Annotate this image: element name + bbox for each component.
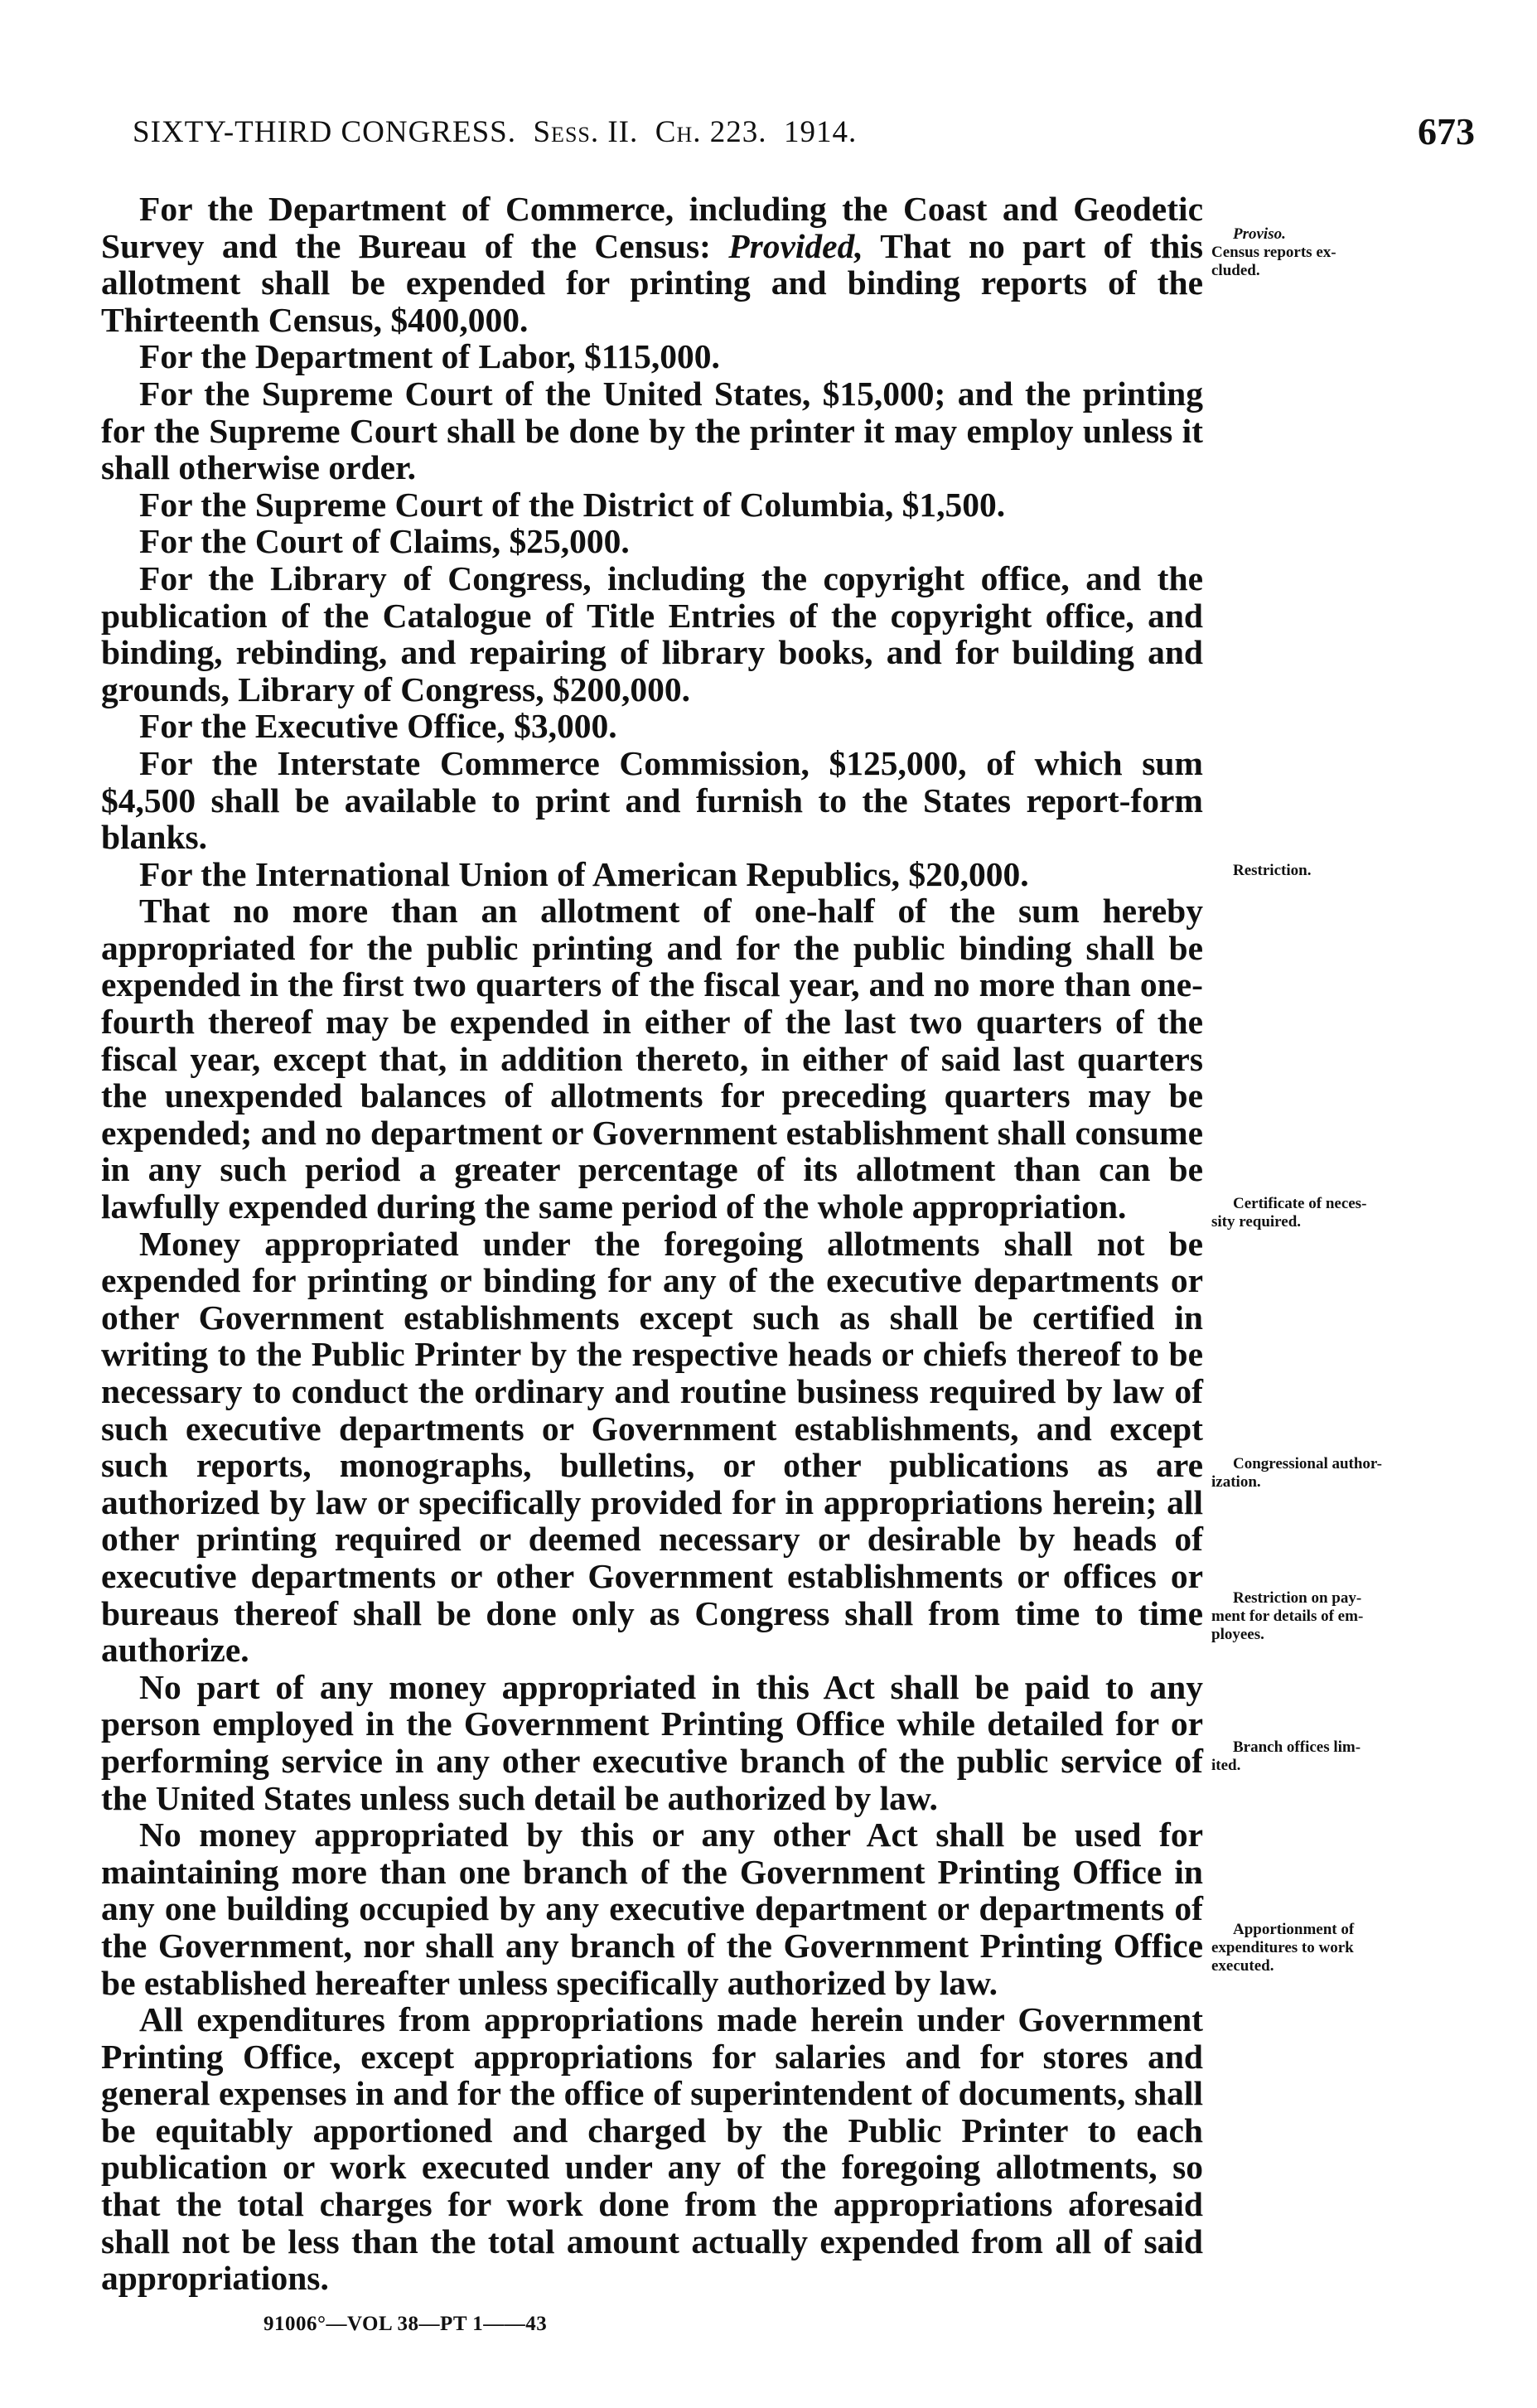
year-label: 1914. [783,115,858,149]
paragraph-branch-offices: No money appropriated by this or any other Act shall be used for maintaining more than one branch of the Government Printing Office in any one building occupied by any executive department or departments of the Government, nor shall any branch of the Government Printing Office be established hereafter unless specifically authorized by law. [101,1816,1203,2002]
margin-note-restriction: Restriction. [1233,862,1312,879]
page-header [133,110,1475,164]
margin-note-branch: Branch offices lim- ited. [1211,1738,1361,1774]
margin-note-apportionment: Apportionment of expenditures to work executed. [1211,1921,1355,1975]
paragraph-labor: For the Department of Labor, $115,000. [139,337,720,376]
paragraph-certificate: Money appropriated under the foregoing allotments shall not be expended for printing or binding for any of the executive departments or other Government establishments except such as shall be certified in writing to the Public Printer by the respective heads or chiefs thereof to be necessary to conduct the ordinary and routine business required by law of such executive departments or Government establishments, and except such reports, monographs, bulletins, or other publications as are authorized by law or specifically provided for in appropriations herein; all other printing required or deemed necessary or desirable by heads of executive departments or other Government establishments or offices or bureaus thereof shall be done only as Congress shall from time to time authorize. [101,1224,1203,1670]
margin-note-proviso: Proviso. Census reports ex- cluded. [1211,225,1336,279]
paragraph-library-of-congress: For the Library of Congress, including the copyright office, and the publication of the Catalogue of Title Entries of the copyright office, and binding, rebinding, and repairing of library books, and for building and grounds, Library of Congress, $200,000. [101,558,1203,708]
paragraph-dc-supreme-court: For the Supreme Court of the District of Columbia, $1,500. [139,485,1006,524]
paragraph-american-republics: For the International Union of American Republics, $20,000. [139,854,1029,893]
running-head [133,114,857,150]
paragraph-court-of-claims: For the Court of Claims, $25,000. [139,522,630,561]
session-label: Sess. II. [533,115,639,149]
congress-title: SIXTY-THIRD CONGRESS. [133,115,516,149]
paragraph-interstate-commerce: For the Interstate Commerce Commission, $125,000, of which sum $4,500 shall be available to print and furnish to the States report-form blanks. [101,743,1203,857]
page-number: 673 [1418,110,1475,152]
chapter-label: Ch. 223. [655,115,767,149]
margin-note-certificate: Certificate of neces- sity required. [1211,1195,1367,1231]
paragraph-apportionment: All expenditures from appropriations made herein under Government Printing Office, except appropriations for salaries and for stores and general expenses in and for the office of superintendent of documents, shall be equitably apportioned and charged by the Public Printer to each publication or work executed under any of the foregoing allotments, so that the total charges for work done from the appropriations aforesaid shall not be less than the total amount actually expended from all of said appropriations. [101,2000,1203,2298]
proviso-italic: Provided, [728,226,863,265]
signature-line: 91006°—VOL 38—PT 1——43 [263,2313,548,2335]
paragraph-restriction: That no more than an allotment of one-half of the sum hereby appropriated for the public printing and for the public binding shall be expended in the first two quarters of the fiscal year, and no more than one-fourth thereof may be expended in either of the last two quarters of the fiscal year, except that, in addition thereto, in either of said last quarters the unexpended balances of allotments for preceding quarters may be expended; and no department or Government establishment shall consume in any such period a greater percentage of its allotment than can be lawfully expended during the same period of the whole appropriation. [101,892,1203,1226]
paragraph-executive-office: For the Executive Office, $3,000. [139,707,617,746]
paragraph-supreme-court: For the Supreme Court of the United States, $15,000; and the printing for the Supreme Court shall be done by the printer it may employ unless it shall otherwise order. [101,374,1203,487]
paragraph-commerce: For the Department of Commerce, including the Coast and Geodetic Survey and the Bureau of the Census: Provided, That no part of this allotment shall be expended for printing and binding reports of the Thirteenth Census, $400,000. [101,190,1203,339]
paragraph-payment-restriction: No part of any money appropriated in this Act shall be paid to any person employed in the Government Printing Office while detailed for or performing service in any other executive branch of the public service of the United States unless such detail be authorized by law. [101,1667,1203,1817]
statute-text [101,191,1203,2297]
margin-note-congressional: Congressional author- ization. [1211,1455,1382,1491]
margin-note-payment: Restriction on pay- ment for details of em- ployees. [1211,1589,1364,1643]
